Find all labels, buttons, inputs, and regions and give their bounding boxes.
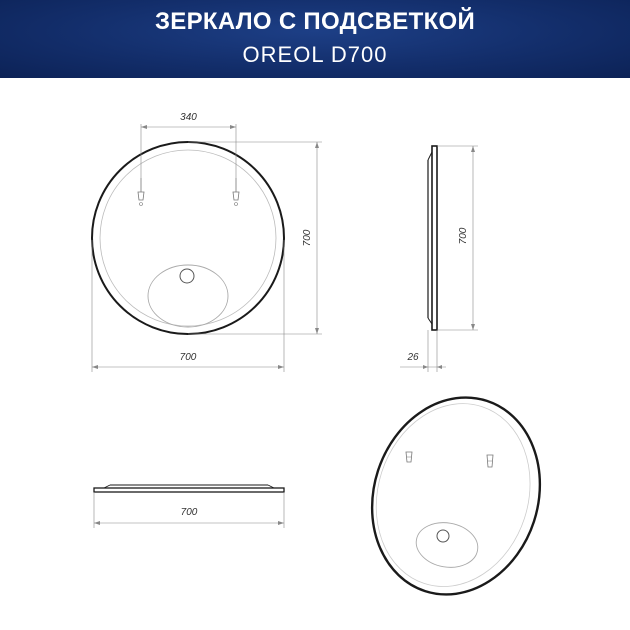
front-view <box>92 112 322 372</box>
perspective-sensor-icon <box>437 530 449 542</box>
product-model: OREOL D700 <box>242 42 388 67</box>
perspective-hook-right <box>487 455 493 467</box>
product-title: ЗЕРКАЛО С ПОДСВЕТКОЙ <box>154 8 476 35</box>
dim-label-hook-spacing: 340 <box>180 112 197 123</box>
dim-label-front-width: 700 <box>179 352 197 363</box>
dim-label-front-height: 700 <box>302 229 313 247</box>
dim-label-top-width: 700 <box>180 507 198 518</box>
front-hook-left <box>138 178 144 206</box>
perspective-details <box>406 452 493 572</box>
top-view <box>94 485 284 528</box>
front-light-ring <box>100 150 276 326</box>
side-mirror-profile <box>432 146 437 330</box>
dim-label-side-height: 700 <box>458 227 469 245</box>
top-mirror-profile <box>94 488 284 492</box>
front-sensor-icon <box>180 269 194 283</box>
perspective-mirror-outline <box>347 376 565 617</box>
perspective-control-zone <box>413 518 482 572</box>
front-hook-right <box>233 178 239 206</box>
perspective-light-ring <box>353 383 553 606</box>
dim-label-side-depth: 26 <box>407 352 419 363</box>
front-control-zone <box>148 265 228 327</box>
front-mirror-outline <box>92 142 284 334</box>
side-view <box>400 146 478 372</box>
perspective-view <box>347 376 565 617</box>
perspective-hook-left <box>406 452 412 462</box>
